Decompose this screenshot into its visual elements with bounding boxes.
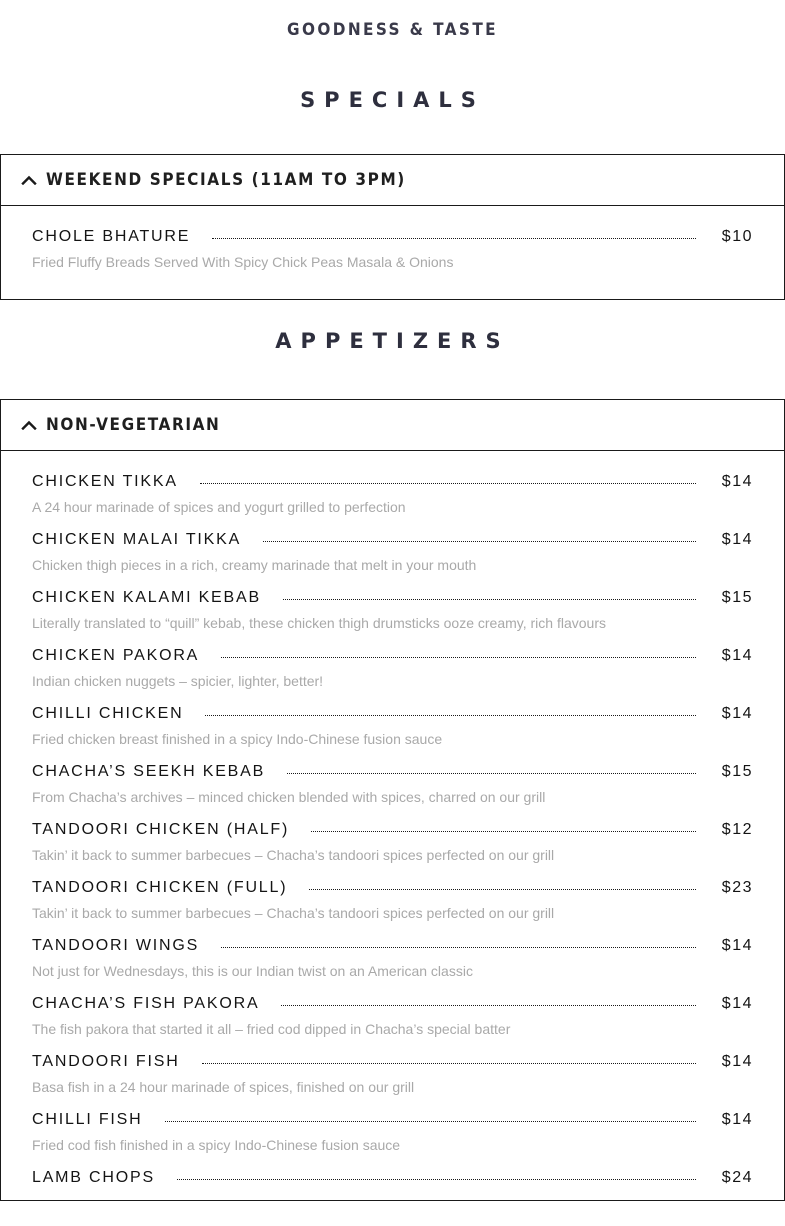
item-description: Fried chicken breast finished in a spicy Indo-Chinese fusion sauce [32, 731, 443, 747]
item-name: CHACHA’S FISH PAKORA [32, 995, 260, 1012]
item-description: Basa fish in a 24 hour marinade of spices, finished on our grill [32, 1079, 415, 1095]
menu-item [32, 1168, 753, 1226]
panel-title: NON-VEGETARIAN [46, 415, 221, 435]
item-name: TANDOORI CHICKEN (FULL) [32, 879, 288, 896]
item-name: CHICKEN TIKKA [32, 473, 178, 490]
dotted-leader [202, 1063, 696, 1064]
dotted-leader [287, 773, 696, 774]
panel-weekend-specials [0, 154, 785, 300]
item-name: CHILLI FISH [32, 1111, 143, 1128]
item-price: $14 [721, 473, 753, 490]
menu-item-list [1, 206, 784, 285]
menu-item [32, 994, 753, 1052]
item-price: $14 [721, 995, 753, 1012]
item-price: $23 [721, 879, 753, 896]
item-name: CHICKEN MALAI TIKKA [32, 531, 242, 548]
dotted-leader [205, 715, 695, 716]
item-name: CHOLE BHATURE [32, 228, 191, 245]
dotted-leader [311, 831, 696, 832]
panel-header-weekend-specials[interactable] [1, 155, 784, 206]
menu-item [32, 646, 753, 704]
menu-item [32, 472, 753, 530]
menu-item [32, 1110, 753, 1168]
dotted-leader [221, 947, 696, 948]
item-description: Fried Fluffy Breads Served With Spicy Chick Peas Masala & Onions [32, 254, 454, 270]
dotted-leader [200, 483, 696, 484]
item-price: $14 [721, 937, 753, 954]
menu-item [32, 936, 753, 994]
dotted-leader [281, 1005, 695, 1006]
item-description: From Chacha’s archives – minced chicken blended with spices, charred on our grill [32, 789, 546, 805]
menu-item [32, 762, 753, 820]
item-price: $10 [721, 228, 753, 245]
item-name: CHILLI CHICKEN [32, 705, 184, 722]
item-price: $14 [721, 705, 753, 722]
chevron-up-icon [21, 417, 37, 433]
dotted-leader [283, 599, 696, 600]
chevron-up-icon [21, 172, 37, 188]
item-description: Fried cod fish finished in a spicy Indo-Chinese fusion sauce [32, 1137, 401, 1153]
dotted-leader [221, 657, 696, 658]
item-description: The fish pakora that started it all – fried cod dipped in Chacha’s special batter [32, 1021, 511, 1037]
item-description: Chicken thigh pieces in a rich, creamy marinade that melt in your mouth [32, 557, 477, 573]
item-name: TANDOORI CHICKEN (HALF) [32, 821, 290, 838]
dotted-leader [165, 1121, 696, 1122]
menu-item [32, 1052, 753, 1110]
panel-header-non-vegetarian[interactable] [1, 400, 784, 451]
item-name: LAMB CHOPS [32, 1169, 155, 1186]
menu-item-list [1, 451, 784, 1226]
menu-item [32, 820, 753, 878]
item-name: CHICKEN KALAMI KEBAB [32, 589, 261, 606]
item-price: $14 [721, 531, 753, 548]
item-price: $14 [721, 647, 753, 664]
item-description: Not just for Wednesdays, this is our Indian twist on an American classic [32, 963, 473, 979]
item-price: $12 [721, 821, 753, 838]
menu-item [32, 588, 753, 646]
menu-item [32, 227, 753, 285]
menu-item [32, 530, 753, 588]
dotted-leader [212, 238, 696, 239]
section-title-appetizers: APPETIZERS [275, 329, 510, 353]
item-name: CHACHA’S SEEKH KEBAB [32, 763, 266, 780]
item-name: CHICKEN PAKORA [32, 647, 200, 664]
dotted-leader [263, 541, 696, 542]
menu-item [32, 704, 753, 762]
item-description: Indian chicken nuggets – spicier, lighter, better! [32, 673, 324, 689]
menu-item [32, 878, 753, 936]
item-price: $15 [721, 763, 753, 780]
item-description: Literally translated to “quill” kebab, these chicken thigh drumsticks ooze creamy, rich flavours [32, 615, 606, 631]
tagline: GOODNESS & TASTE [287, 20, 498, 40]
dotted-leader [177, 1179, 696, 1180]
dotted-leader [309, 889, 695, 890]
item-description: A 24 hour marinade of spices and yogurt grilled to perfection [32, 499, 406, 515]
panel-title: WEEKEND SPECIALS (11AM TO 3PM) [46, 170, 406, 190]
item-price: $14 [721, 1053, 753, 1070]
item-price: $15 [721, 589, 753, 606]
panel-non-vegetarian [0, 399, 785, 1201]
item-name: TANDOORI WINGS [32, 937, 200, 954]
item-description: Takin’ it back to summer barbecues – Chacha’s tandoori spices perfected on our grill [32, 847, 555, 863]
section-title-specials: SPECIALS [300, 88, 485, 112]
item-price: $24 [721, 1169, 753, 1186]
item-price: $14 [721, 1111, 753, 1128]
item-name: TANDOORI FISH [32, 1053, 180, 1070]
item-description: Takin’ it back to summer barbecues – Chacha’s tandoori spices perfected on our grill [32, 905, 555, 921]
